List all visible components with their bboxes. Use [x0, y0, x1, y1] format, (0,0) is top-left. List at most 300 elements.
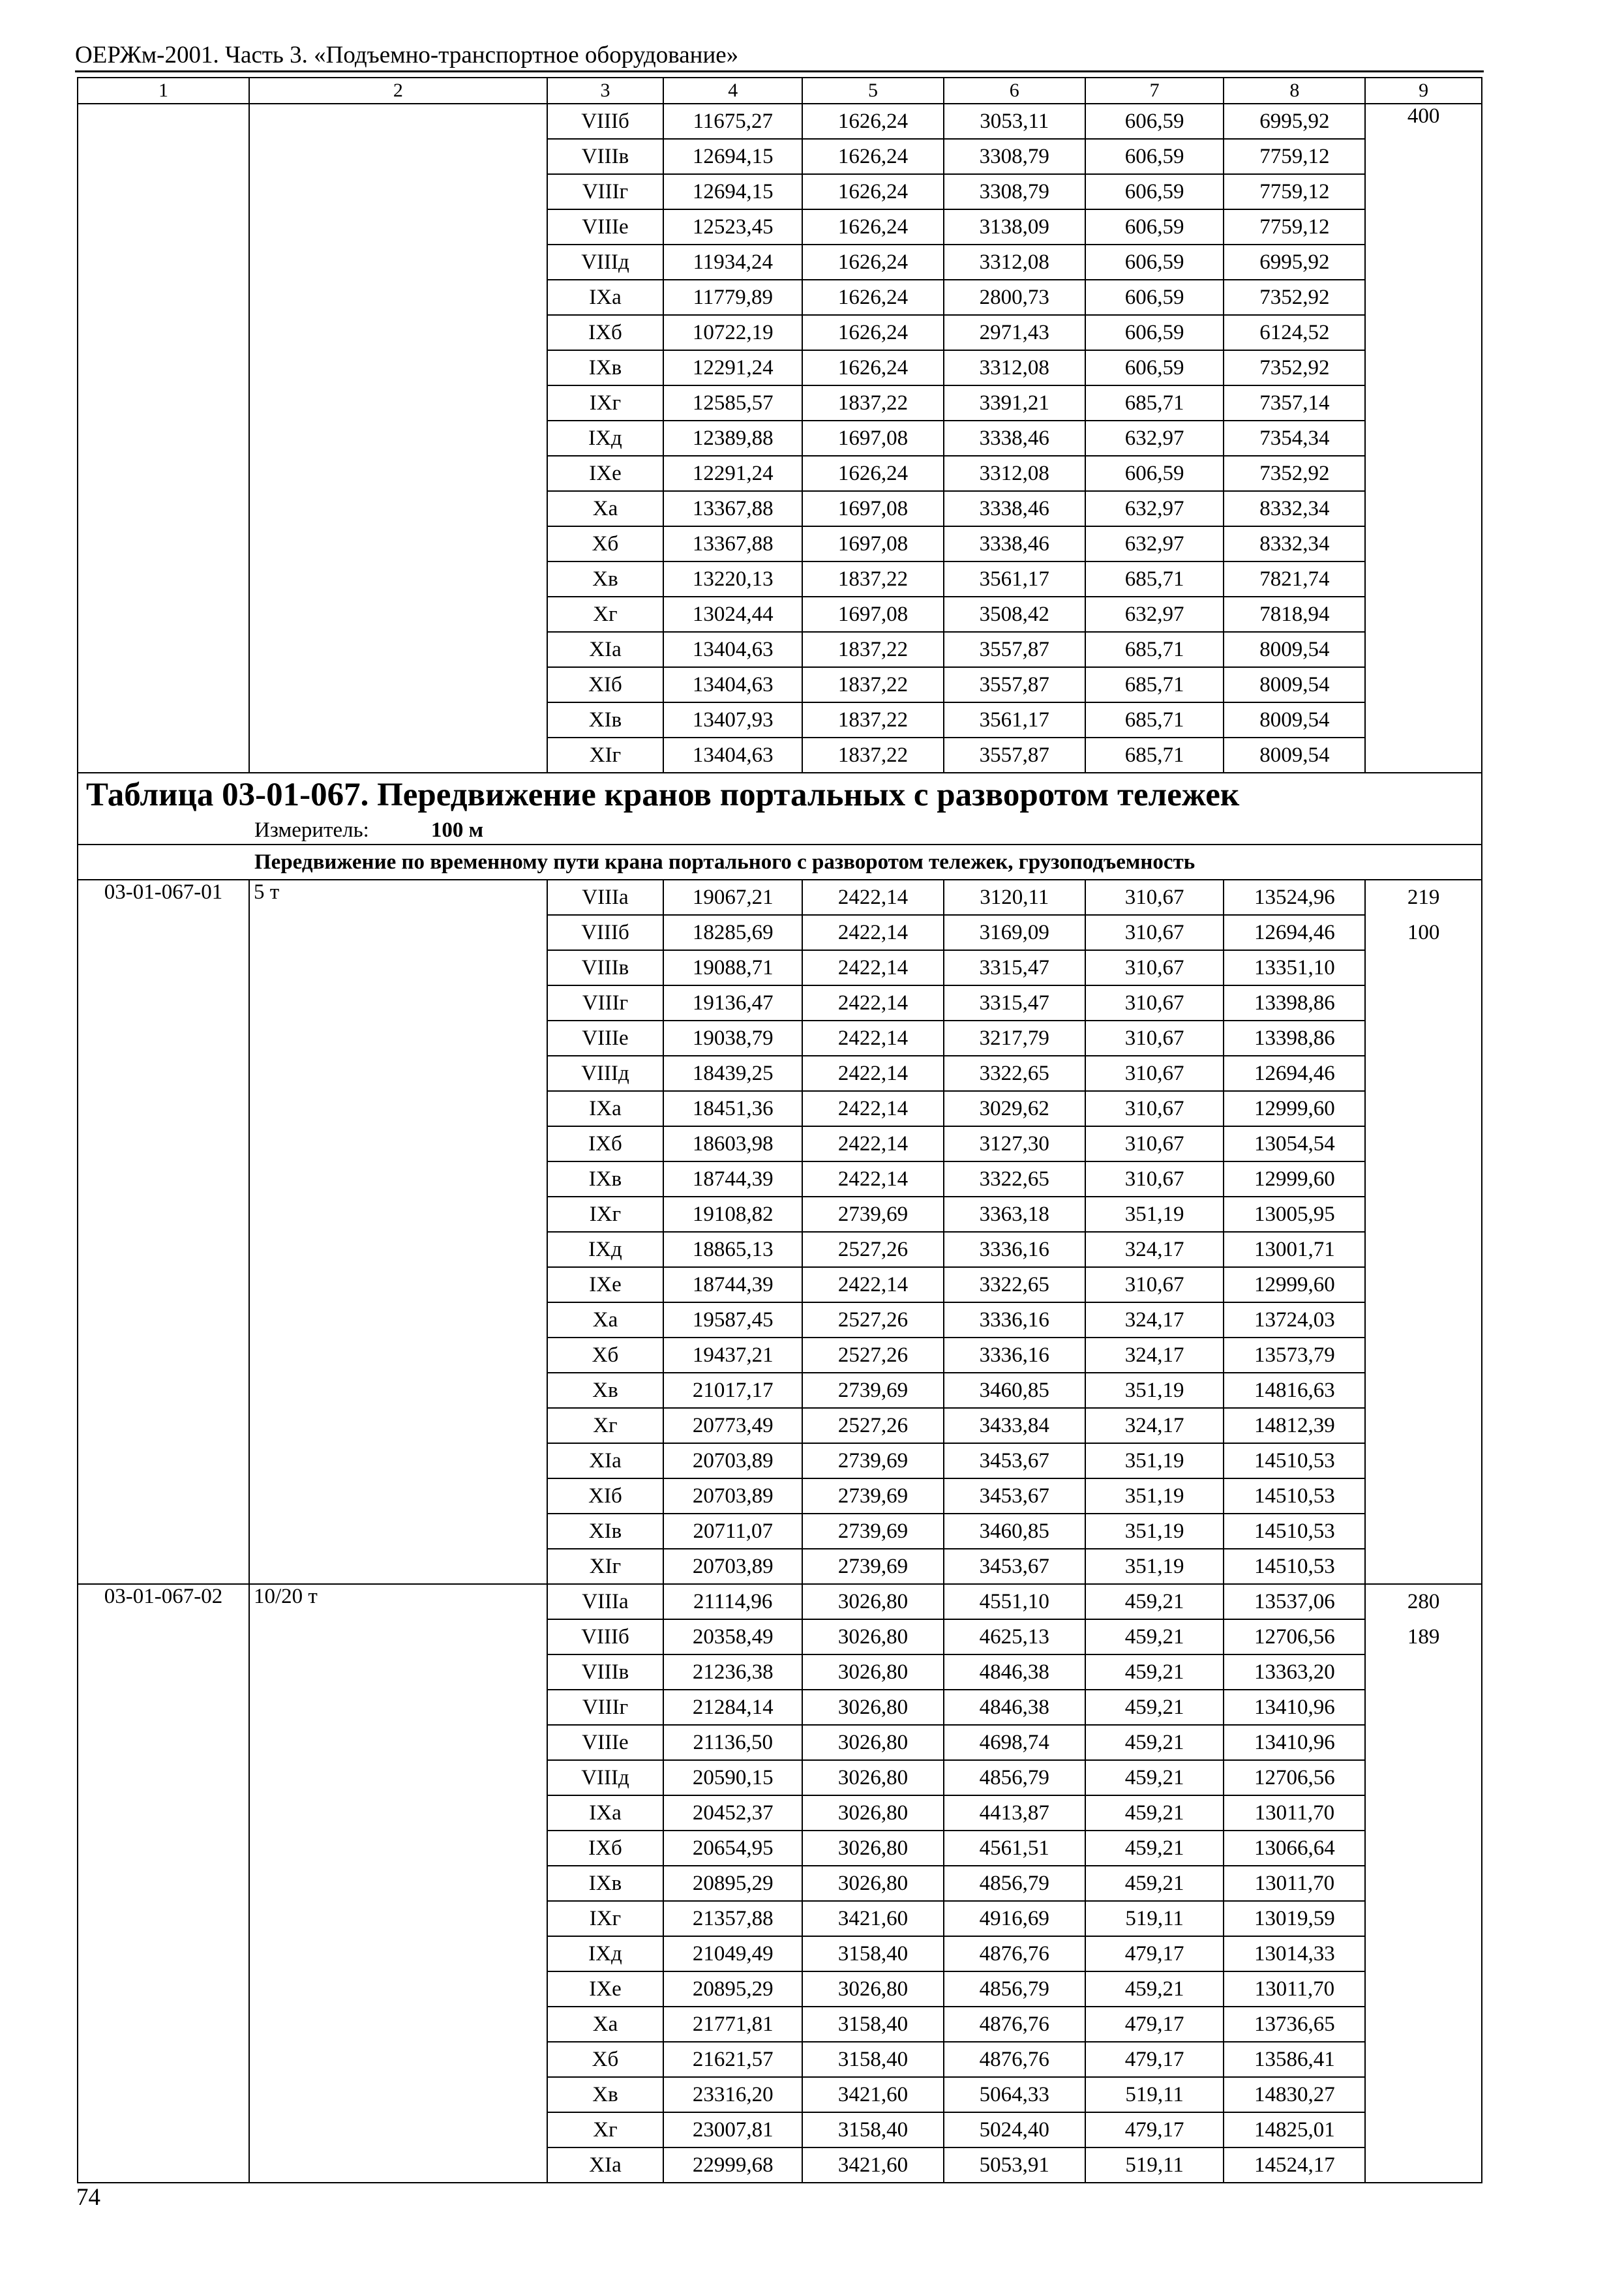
machine-wage-cell: 459,21 — [1085, 1690, 1224, 1725]
material-cost-cell: 14825,01 — [1224, 2112, 1365, 2147]
class-cell: VIIIв — [547, 139, 664, 174]
machine-wage-cell: 606,59 — [1085, 104, 1224, 139]
class-cell: Xв — [547, 561, 664, 597]
material-cost-cell: 14830,27 — [1224, 2077, 1365, 2112]
total-cost-cell: 12523,45 — [663, 209, 802, 245]
page-number: 74 — [76, 2184, 100, 2211]
total-cost-cell: 19108,82 — [663, 1197, 802, 1232]
material-cost-cell: 13005,95 — [1224, 1197, 1365, 1232]
labor-cell — [1365, 2007, 1482, 2042]
labor-cell: 189 — [1365, 1619, 1482, 1654]
class-cell: Xа — [547, 491, 664, 526]
machine-wage-cell: 519,11 — [1085, 1901, 1224, 1936]
class-cell: Xг — [547, 1408, 664, 1443]
total-cost-cell: 18451,36 — [663, 1091, 802, 1126]
material-cost-cell: 13537,06 — [1224, 1584, 1365, 1619]
capacity-cell — [249, 104, 547, 773]
machine-cost-cell: 3557,87 — [944, 632, 1085, 667]
wage-cell: 1697,08 — [802, 526, 944, 561]
machine-cost-cell: 3557,87 — [944, 738, 1085, 773]
machine-cost-cell: 3336,16 — [944, 1232, 1085, 1267]
column-number: 8 — [1224, 78, 1365, 104]
machine-wage-cell: 459,21 — [1085, 1866, 1224, 1901]
labor-cell — [1365, 1901, 1482, 1936]
labor-cell — [1365, 1654, 1482, 1690]
material-cost-cell: 13586,41 — [1224, 2042, 1365, 2077]
material-cost-cell: 12999,60 — [1224, 1091, 1365, 1126]
machine-cost-cell: 4846,38 — [944, 1690, 1085, 1725]
machine-cost-cell: 3029,62 — [944, 1091, 1085, 1126]
wage-cell: 2739,69 — [802, 1443, 944, 1478]
wage-cell: 1837,22 — [802, 632, 944, 667]
running-header: ОЕРЖм-2001. Часть 3. «Подъемно-транспортное оборудование» — [75, 42, 739, 68]
machine-cost-cell: 3169,09 — [944, 915, 1085, 950]
labor-cell — [1365, 1725, 1482, 1760]
machine-cost-cell: 3433,84 — [944, 1408, 1085, 1443]
wage-cell: 1626,24 — [802, 104, 944, 139]
total-cost-cell: 13367,88 — [663, 491, 802, 526]
norm-code: 03-01-067-01 — [78, 880, 249, 1584]
machine-cost-cell: 3363,18 — [944, 1197, 1085, 1232]
machine-wage-cell: 351,19 — [1085, 1549, 1224, 1584]
class-cell: IXе — [547, 1267, 664, 1302]
total-cost-cell: 19437,21 — [663, 1338, 802, 1373]
material-cost-cell: 8009,54 — [1224, 667, 1365, 702]
machine-cost-cell: 4876,76 — [944, 2042, 1085, 2077]
labor-cell — [1365, 1267, 1482, 1302]
wage-cell: 3026,80 — [802, 1831, 944, 1866]
machine-wage-cell: 459,21 — [1085, 1760, 1224, 1795]
wage-cell: 3026,80 — [802, 1760, 944, 1795]
machine-wage-cell: 685,71 — [1085, 702, 1224, 738]
labor-cell: 280 — [1365, 1584, 1482, 1619]
wage-cell: 1697,08 — [802, 597, 944, 632]
material-cost-cell: 13724,03 — [1224, 1302, 1365, 1338]
total-cost-cell: 21017,17 — [663, 1373, 802, 1408]
machine-cost-cell: 3453,67 — [944, 1443, 1085, 1478]
material-cost-cell: 6124,52 — [1224, 315, 1365, 350]
machine-wage-cell: 632,97 — [1085, 421, 1224, 456]
machine-cost-cell: 3453,67 — [944, 1549, 1085, 1584]
class-cell: VIIIд — [547, 245, 664, 280]
capacity: 10/20 т — [249, 1584, 547, 2183]
class-cell: VIIIа — [547, 880, 664, 915]
machine-cost-cell: 4856,79 — [944, 1760, 1085, 1795]
total-cost-cell: 18744,39 — [663, 1161, 802, 1197]
class-cell: IXв — [547, 1161, 664, 1197]
wage-cell: 1837,22 — [802, 561, 944, 597]
machine-wage-cell: 519,11 — [1085, 2077, 1224, 2112]
machine-cost-cell: 3312,08 — [944, 350, 1085, 385]
labor-cell — [1365, 1126, 1482, 1161]
machine-wage-cell: 310,67 — [1085, 1126, 1224, 1161]
class-cell: Xа — [547, 2007, 664, 2042]
machine-cost-cell: 3138,09 — [944, 209, 1085, 245]
class-cell: XIа — [547, 2147, 664, 2183]
machine-cost-cell: 3557,87 — [944, 667, 1085, 702]
wage-cell: 3026,80 — [802, 1971, 944, 2007]
wage-cell: 3158,40 — [802, 2112, 944, 2147]
labor-cell — [1365, 1021, 1482, 1056]
class-cell: IXа — [547, 280, 664, 315]
class-cell: VIIIе — [547, 209, 664, 245]
wage-cell: 1626,24 — [802, 209, 944, 245]
material-cost-cell: 13011,70 — [1224, 1866, 1365, 1901]
class-cell: Xв — [547, 2077, 664, 2112]
total-cost-cell: 11934,24 — [663, 245, 802, 280]
material-cost-cell: 7352,92 — [1224, 350, 1365, 385]
material-cost-cell: 8009,54 — [1224, 738, 1365, 773]
material-cost-cell: 6995,92 — [1224, 245, 1365, 280]
norms-table — [77, 77, 1482, 2183]
wage-cell: 1837,22 — [802, 702, 944, 738]
machine-cost-cell: 3508,42 — [944, 597, 1085, 632]
machine-wage-cell: 479,17 — [1085, 2042, 1224, 2077]
total-cost-cell: 13404,63 — [663, 667, 802, 702]
class-cell: IXв — [547, 1866, 664, 1901]
labor-cell — [1365, 1338, 1482, 1373]
wage-cell: 3421,60 — [802, 2147, 944, 2183]
wage-cell: 1837,22 — [802, 667, 944, 702]
material-cost-cell: 13736,65 — [1224, 2007, 1365, 2042]
column-number: 5 — [802, 78, 944, 104]
total-cost-cell: 10722,19 — [663, 315, 802, 350]
class-cell: IXд — [547, 421, 664, 456]
material-cost-cell: 7354,34 — [1224, 421, 1365, 456]
material-cost-cell: 13351,10 — [1224, 950, 1365, 985]
machine-wage-cell: 351,19 — [1085, 1443, 1224, 1478]
class-cell: XIв — [547, 702, 664, 738]
material-cost-cell: 7759,12 — [1224, 209, 1365, 245]
labor-cell — [1365, 1795, 1482, 1831]
total-cost-cell: 13404,63 — [663, 632, 802, 667]
class-cell: Xг — [547, 597, 664, 632]
wage-cell: 1626,24 — [802, 280, 944, 315]
machine-wage-cell: 310,67 — [1085, 1056, 1224, 1091]
class-cell: IXа — [547, 1795, 664, 1831]
machine-cost-cell: 5064,33 — [944, 2077, 1085, 2112]
machine-cost-cell: 3336,16 — [944, 1302, 1085, 1338]
material-cost-cell: 14816,63 — [1224, 1373, 1365, 1408]
wage-cell: 1626,24 — [802, 350, 944, 385]
column-number: 2 — [249, 78, 547, 104]
machine-cost-cell: 3312,08 — [944, 456, 1085, 491]
machine-cost-cell: 4856,79 — [944, 1971, 1085, 2007]
material-cost-cell: 13066,64 — [1224, 1831, 1365, 1866]
total-cost-cell: 21621,57 — [663, 2042, 802, 2077]
material-cost-cell: 12706,56 — [1224, 1619, 1365, 1654]
class-cell: IXд — [547, 1936, 664, 1971]
total-cost-cell: 11779,89 — [663, 280, 802, 315]
total-cost-cell: 12389,88 — [663, 421, 802, 456]
labor-cell — [1365, 1161, 1482, 1197]
material-cost-cell: 14510,53 — [1224, 1443, 1365, 1478]
class-cell: VIIIг — [547, 1690, 664, 1725]
table-title-cell — [78, 773, 1482, 845]
table-title-row — [78, 773, 1482, 845]
machine-cost-cell: 4876,76 — [944, 2007, 1085, 2042]
wage-cell: 3421,60 — [802, 1901, 944, 1936]
wage-cell: 3026,80 — [802, 1619, 944, 1654]
total-cost-cell: 12694,15 — [663, 139, 802, 174]
material-cost-cell: 7821,74 — [1224, 561, 1365, 597]
total-cost-cell: 23007,81 — [663, 2112, 802, 2147]
machine-cost-cell: 3053,11 — [944, 104, 1085, 139]
machine-wage-cell: 310,67 — [1085, 985, 1224, 1021]
capacity: 5 т — [249, 880, 547, 1584]
material-cost-cell: 8332,34 — [1224, 526, 1365, 561]
table-title: Таблица 03-01-067. Передвижение кранов портальных с разворотом тележек — [86, 777, 1240, 813]
total-cost-cell: 20895,29 — [663, 1866, 802, 1901]
machine-wage-cell: 459,21 — [1085, 1619, 1224, 1654]
machine-cost-cell: 3338,46 — [944, 491, 1085, 526]
labor-cell — [1365, 2147, 1482, 2183]
class-cell: IXг — [547, 385, 664, 421]
machine-cost-cell: 3561,17 — [944, 702, 1085, 738]
subheading-row — [78, 845, 1482, 880]
wage-cell: 3026,80 — [802, 1795, 944, 1831]
class-cell: IXг — [547, 1901, 664, 1936]
labor-cell: 400 — [1365, 104, 1482, 773]
wage-cell: 2422,14 — [802, 1161, 944, 1197]
material-cost-cell: 14812,39 — [1224, 1408, 1365, 1443]
wage-cell: 3421,60 — [802, 2077, 944, 2112]
wage-cell: 1697,08 — [802, 491, 944, 526]
total-cost-cell: 13404,63 — [663, 738, 802, 773]
class-cell: VIIIб — [547, 1619, 664, 1654]
machine-cost-cell: 3312,08 — [944, 245, 1085, 280]
machine-wage-cell: 606,59 — [1085, 139, 1224, 174]
wage-cell: 2422,14 — [802, 950, 944, 985]
labor-cell — [1365, 950, 1482, 985]
wage-cell: 1626,24 — [802, 174, 944, 209]
wage-cell: 2739,69 — [802, 1478, 944, 1514]
material-cost-cell: 12694,46 — [1224, 1056, 1365, 1091]
machine-cost-cell: 3460,85 — [944, 1373, 1085, 1408]
material-cost-cell: 13011,70 — [1224, 1795, 1365, 1831]
machine-wage-cell: 606,59 — [1085, 245, 1224, 280]
machine-wage-cell: 310,67 — [1085, 950, 1224, 985]
machine-cost-cell: 4846,38 — [944, 1654, 1085, 1690]
class-cell: Xа — [547, 1302, 664, 1338]
class-cell: XIб — [547, 1478, 664, 1514]
wage-cell: 2422,14 — [802, 1267, 944, 1302]
wage-cell: 1626,24 — [802, 139, 944, 174]
machine-wage-cell: 310,67 — [1085, 915, 1224, 950]
material-cost-cell: 7759,12 — [1224, 139, 1365, 174]
machine-wage-cell: 324,17 — [1085, 1232, 1224, 1267]
total-cost-cell: 11675,27 — [663, 104, 802, 139]
total-cost-cell: 20895,29 — [663, 1971, 802, 2007]
machine-wage-cell: 459,21 — [1085, 1971, 1224, 2007]
material-cost-cell: 12999,60 — [1224, 1267, 1365, 1302]
total-cost-cell: 20654,95 — [663, 1831, 802, 1866]
machine-wage-cell: 606,59 — [1085, 315, 1224, 350]
total-cost-cell: 18285,69 — [663, 915, 802, 950]
machine-cost-cell: 2800,73 — [944, 280, 1085, 315]
labor-cell — [1365, 1408, 1482, 1443]
wage-cell: 3158,40 — [802, 1936, 944, 1971]
column-number: 1 — [78, 78, 249, 104]
labor-cell — [1365, 1373, 1482, 1408]
total-cost-cell: 18865,13 — [663, 1232, 802, 1267]
total-cost-cell: 20452,37 — [663, 1795, 802, 1831]
material-cost-cell: 13014,33 — [1224, 1936, 1365, 1971]
total-cost-cell: 12694,15 — [663, 174, 802, 209]
wage-cell: 2422,14 — [802, 985, 944, 1021]
material-cost-cell: 13011,70 — [1224, 1971, 1365, 2007]
wage-cell: 2527,26 — [802, 1338, 944, 1373]
total-cost-cell: 22999,68 — [663, 2147, 802, 2183]
total-cost-cell: 13220,13 — [663, 561, 802, 597]
labor-cell — [1365, 2042, 1482, 2077]
wage-cell: 2739,69 — [802, 1373, 944, 1408]
material-cost-cell: 13054,54 — [1224, 1126, 1365, 1161]
machine-wage-cell: 351,19 — [1085, 1478, 1224, 1514]
total-cost-cell: 12585,57 — [663, 385, 802, 421]
labor-cell — [1365, 1091, 1482, 1126]
total-cost-cell: 19038,79 — [663, 1021, 802, 1056]
material-cost-cell: 14524,17 — [1224, 2147, 1365, 2183]
machine-wage-cell: 606,59 — [1085, 456, 1224, 491]
material-cost-cell: 7357,14 — [1224, 385, 1365, 421]
machine-cost-cell: 3336,16 — [944, 1338, 1085, 1373]
labor-cell — [1365, 1232, 1482, 1267]
class-cell: VIIIе — [547, 1021, 664, 1056]
material-cost-cell: 7352,92 — [1224, 280, 1365, 315]
class-cell: IXе — [547, 1971, 664, 2007]
class-cell: IXа — [547, 1091, 664, 1126]
machine-wage-cell: 632,97 — [1085, 491, 1224, 526]
material-cost-cell: 12706,56 — [1224, 1760, 1365, 1795]
class-cell: IXб — [547, 315, 664, 350]
column-number: 9 — [1365, 78, 1482, 104]
wage-cell: 2739,69 — [802, 1514, 944, 1549]
class-cell: Xб — [547, 1338, 664, 1373]
labor-cell — [1365, 1056, 1482, 1091]
total-cost-cell: 18439,25 — [663, 1056, 802, 1091]
machine-wage-cell: 310,67 — [1085, 1161, 1224, 1197]
total-cost-cell: 20703,89 — [663, 1478, 802, 1514]
machine-wage-cell: 351,19 — [1085, 1514, 1224, 1549]
column-number: 4 — [663, 78, 802, 104]
material-cost-cell: 13410,96 — [1224, 1725, 1365, 1760]
machine-cost-cell: 4916,69 — [944, 1901, 1085, 1936]
machine-cost-cell: 2971,43 — [944, 315, 1085, 350]
class-cell: Xб — [547, 2042, 664, 2077]
material-cost-cell: 7759,12 — [1224, 174, 1365, 209]
labor-cell — [1365, 1690, 1482, 1725]
class-cell: VIIIб — [547, 104, 664, 139]
total-cost-cell: 21284,14 — [663, 1690, 802, 1725]
code-cell — [78, 104, 249, 773]
class-cell: XIг — [547, 738, 664, 773]
machine-wage-cell: 351,19 — [1085, 1197, 1224, 1232]
material-cost-cell: 7818,94 — [1224, 597, 1365, 632]
unit-label: Измеритель: — [254, 818, 369, 842]
total-cost-cell: 13407,93 — [663, 702, 802, 738]
wage-cell: 2422,14 — [802, 1126, 944, 1161]
class-cell: XIб — [547, 667, 664, 702]
column-number-row — [78, 78, 1482, 104]
labor-cell — [1365, 1831, 1482, 1866]
machine-cost-cell: 3338,46 — [944, 421, 1085, 456]
total-cost-cell: 20773,49 — [663, 1408, 802, 1443]
machine-cost-cell: 4413,87 — [944, 1795, 1085, 1831]
labor-cell — [1365, 1760, 1482, 1795]
class-cell: VIIIа — [547, 1584, 664, 1619]
machine-cost-cell: 3322,65 — [944, 1161, 1085, 1197]
machine-wage-cell: 459,21 — [1085, 1654, 1224, 1690]
total-cost-cell: 20703,89 — [663, 1443, 802, 1478]
material-cost-cell: 7352,92 — [1224, 456, 1365, 491]
machine-wage-cell: 310,67 — [1085, 1267, 1224, 1302]
column-number: 6 — [944, 78, 1085, 104]
wage-cell: 1626,24 — [802, 245, 944, 280]
class-cell: Xб — [547, 526, 664, 561]
table-row — [78, 104, 1482, 139]
machine-wage-cell: 324,17 — [1085, 1302, 1224, 1338]
labor-cell — [1365, 1197, 1482, 1232]
material-cost-cell: 13019,59 — [1224, 1901, 1365, 1936]
material-cost-cell: 14510,53 — [1224, 1478, 1365, 1514]
machine-wage-cell: 310,67 — [1085, 880, 1224, 915]
total-cost-cell: 13367,88 — [663, 526, 802, 561]
total-cost-cell: 12291,24 — [663, 456, 802, 491]
total-cost-cell: 21236,38 — [663, 1654, 802, 1690]
total-cost-cell: 12291,24 — [663, 350, 802, 385]
wage-cell: 3158,40 — [802, 2042, 944, 2077]
labor-cell: 219 — [1365, 880, 1482, 915]
wage-cell: 1837,22 — [802, 385, 944, 421]
material-cost-cell: 13524,96 — [1224, 880, 1365, 915]
material-cost-cell: 6995,92 — [1224, 104, 1365, 139]
total-cost-cell: 21136,50 — [663, 1725, 802, 1760]
norm-code: 03-01-067-02 — [78, 1584, 249, 2183]
wage-cell: 2422,14 — [802, 915, 944, 950]
material-cost-cell: 13398,86 — [1224, 1021, 1365, 1056]
wage-cell: 3026,80 — [802, 1654, 944, 1690]
labor-cell — [1365, 1302, 1482, 1338]
material-cost-cell: 8009,54 — [1224, 632, 1365, 667]
machine-cost-cell: 3120,11 — [944, 880, 1085, 915]
total-cost-cell: 19088,71 — [663, 950, 802, 985]
total-cost-cell: 21357,88 — [663, 1901, 802, 1936]
total-cost-cell: 23316,20 — [663, 2077, 802, 2112]
class-cell: XIг — [547, 1549, 664, 1584]
machine-cost-cell: 3460,85 — [944, 1514, 1085, 1549]
labor-cell — [1365, 1866, 1482, 1901]
class-cell: IXд — [547, 1232, 664, 1267]
unit-value: 100 м — [430, 818, 484, 842]
total-cost-cell: 20358,49 — [663, 1619, 802, 1654]
class-cell: IXг — [547, 1197, 664, 1232]
wage-cell: 3026,80 — [802, 1725, 944, 1760]
material-cost-cell: 12694,46 — [1224, 915, 1365, 950]
total-cost-cell: 19136,47 — [663, 985, 802, 1021]
machine-cost-cell: 3453,67 — [944, 1478, 1085, 1514]
labor-cell — [1365, 1971, 1482, 2007]
machine-wage-cell: 479,17 — [1085, 2112, 1224, 2147]
machine-wage-cell: 685,71 — [1085, 738, 1224, 773]
total-cost-cell: 18603,98 — [663, 1126, 802, 1161]
machine-wage-cell: 632,97 — [1085, 526, 1224, 561]
total-cost-cell: 19587,45 — [663, 1302, 802, 1338]
class-cell: VIIIе — [547, 1725, 664, 1760]
labor-cell — [1365, 1443, 1482, 1478]
machine-wage-cell: 685,71 — [1085, 385, 1224, 421]
total-cost-cell: 21049,49 — [663, 1936, 802, 1971]
